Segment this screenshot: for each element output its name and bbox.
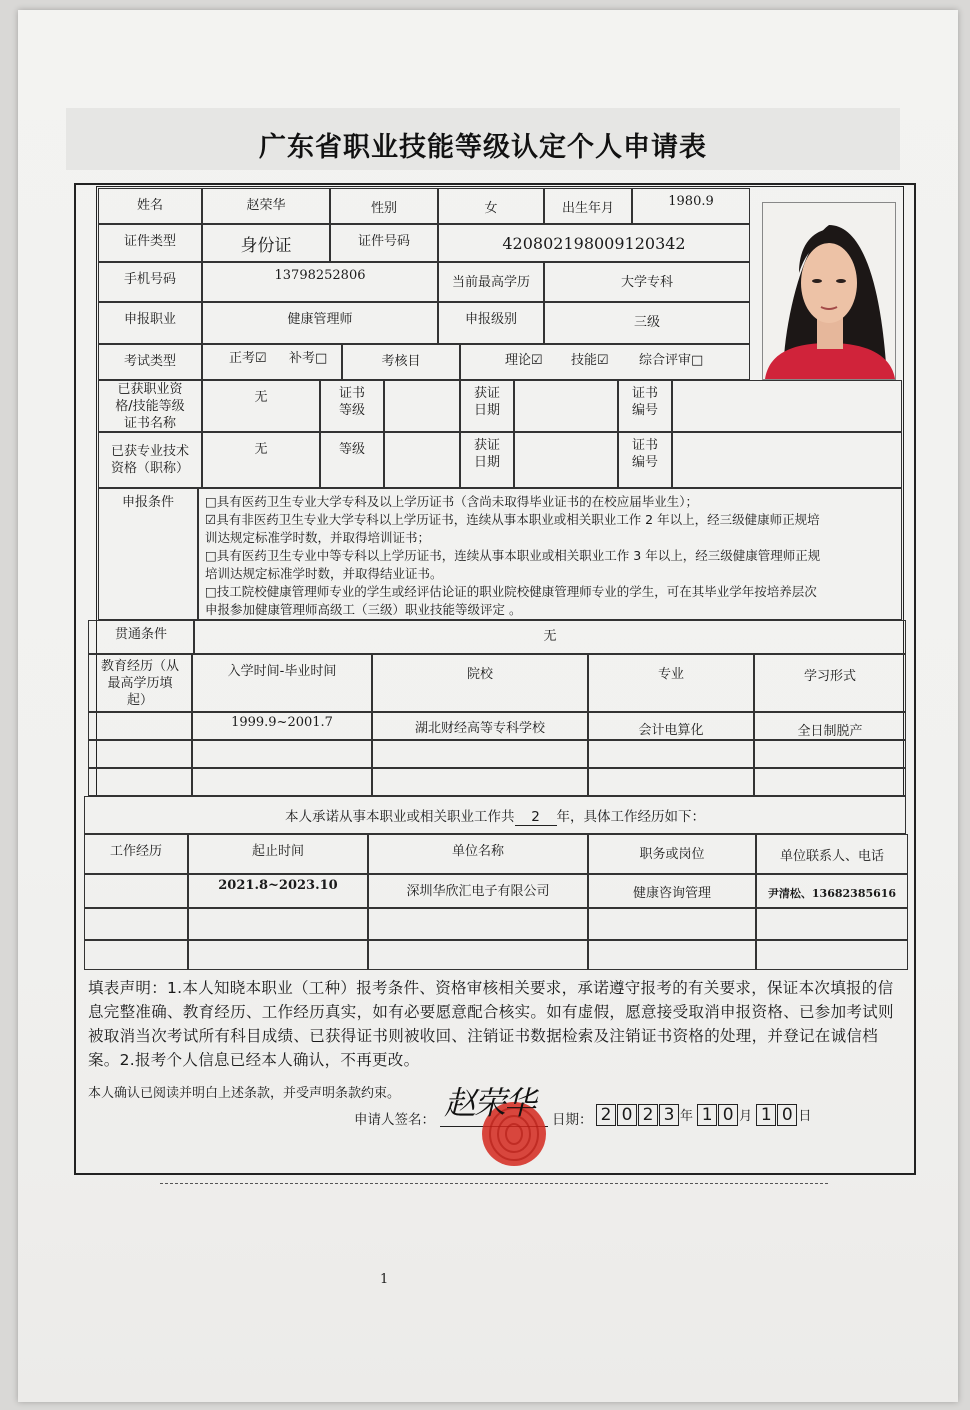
signature-handwriting: 赵荣华: [444, 1084, 535, 1122]
confirm-text: 本人确认已阅读并明白上述条款，并受声明条款约束。: [88, 1086, 401, 1101]
edu-empty-cell: [754, 740, 906, 768]
condition-line: 培训达规定标准学时数，并取得结业证书。: [205, 566, 443, 581]
id-no-label: 证件号码: [330, 224, 438, 262]
tech-title-value: 无: [202, 432, 320, 488]
condition-line: 训达规定标准学时数，并取得培训证书；: [205, 530, 431, 545]
work-empty-cell: [188, 908, 368, 940]
day-digit-box[interactable]: 0: [777, 1104, 797, 1126]
tech-level-label: 等级: [320, 432, 384, 488]
exam-type-cell: [202, 344, 342, 380]
year-digit-box[interactable]: 2: [638, 1104, 658, 1126]
through-label: 贯通条件: [88, 620, 194, 654]
work-empty-cell: [84, 940, 188, 970]
year-digit-box[interactable]: 2: [596, 1104, 616, 1126]
edu-row-blank-label: [88, 712, 192, 740]
pledge-prefix: 本人承诺从事本职业或相关职业工作共: [285, 809, 515, 825]
education-label: 教育经历（从最高学历填起）: [88, 654, 192, 712]
work-cell-position: 健康咨询管理: [588, 874, 756, 908]
work-header-position: 职务或岗位: [588, 834, 756, 874]
work-empty-cell: [588, 940, 756, 970]
cert-no-value: [672, 380, 902, 432]
edu-header-period: 入学时间-毕业时间: [192, 654, 372, 712]
cut-line-divider: [160, 1183, 828, 1184]
work-header-contact: 单位联系人、电话: [756, 834, 908, 874]
id-type-value: 身份证: [202, 224, 330, 262]
edu-header-major: 专业: [588, 654, 754, 712]
work-cell-period: 2021.8~2023.10: [188, 874, 368, 908]
obtain-date-label: 获证日期: [460, 380, 514, 432]
work-empty-cell: [588, 908, 756, 940]
occupation-value: 健康管理师: [202, 302, 438, 344]
work-empty-cell: [368, 908, 588, 940]
edu-cell-period: 1999.9~2001.7: [192, 712, 372, 740]
edu-cell-school: 湖北财经高等专科学校: [372, 712, 588, 740]
work-label: 工作经历: [84, 834, 188, 874]
exam-makeup-checkbox[interactable]: 补考□: [289, 351, 328, 366]
year-digit-box[interactable]: 3: [659, 1104, 679, 1126]
date-fields: [596, 1104, 811, 1126]
through-value: 无: [194, 620, 906, 654]
pledge-line: [84, 796, 906, 834]
tech-obtain-date-label: 获证日期: [460, 432, 514, 488]
day-digit-box[interactable]: 1: [756, 1104, 776, 1126]
work-row-blank-label: [84, 874, 188, 908]
form-title: 广东省职业技能等级认定个人申请表: [66, 108, 900, 170]
sign-label: 申请人签名：: [354, 1112, 435, 1128]
edu-header-school: 院校: [372, 654, 588, 712]
tech-title-label: 已获专业技术资格（职称）: [98, 432, 202, 488]
edu-value: 大学专科: [544, 262, 750, 302]
voc-cert-label: 已获职业资格/技能等级证书名称: [98, 380, 202, 432]
cert-no-label: 证书编号: [618, 380, 672, 432]
work-header-period: 起止时间: [188, 834, 368, 874]
year-unit: 年: [680, 1109, 694, 1124]
review-checkbox[interactable]: 综合评审□: [639, 353, 704, 368]
work-empty-cell: [756, 908, 908, 940]
edu-empty-cell: [588, 740, 754, 768]
portrait-image: [763, 203, 895, 379]
applicant-photo: [762, 202, 896, 380]
edu-empty-cell: [192, 768, 372, 796]
day-unit: 日: [798, 1109, 812, 1124]
work-empty-cell: [84, 908, 188, 940]
month-unit: 月: [739, 1109, 753, 1124]
condition-line: □具有医药卫生专业大学专科及以上学历证书（含尚未取得毕业证书的在校应届毕业生）；: [205, 494, 699, 509]
cert-level-value: [384, 380, 460, 432]
work-header-company: 单位名称: [368, 834, 588, 874]
id-type-label: 证件类型: [98, 224, 202, 262]
edu-empty-cell: [588, 768, 754, 796]
condition-line: 申报参加健康管理师高级工（三级）职业技能等级评定 。: [205, 602, 522, 617]
work-cell-company: 深圳华欣汇电子有限公司: [368, 874, 588, 908]
tech-cert-no-value: [672, 432, 902, 488]
assessment-cell: [460, 344, 750, 380]
exam-normal-checkbox[interactable]: 正考☑: [229, 351, 267, 366]
pledge-suffix: 年，具体工作经历如下：: [556, 809, 705, 825]
edu-empty-cell: [754, 768, 906, 796]
year-digit-box[interactable]: 0: [617, 1104, 637, 1126]
condition-line: ☑具有非医药卫生专业大学专科以上学历证书，连续从事本职业或相关职业工作 2 年以上，经三级健康师正规培: [205, 512, 820, 527]
conditions-label: 申报条件: [98, 488, 198, 620]
declaration-text: 填表声明：1.本人知晓本职业（工种）报考条件、资格审核相关要求，承诺遵守报考的有关要求，保证本次填报的信息完整准确、教育经历、工作经历真实，如有必要愿意配合核实。如有虚假，愿意接受取消申报资格、已参加考试则被取消当次考试所有科目成绩、已获得证书则被收回、注销证书数据检索及注销证书资格的处理，并登记在诚信档案。2.报考个人信息已经本人确认，不再更改。: [88, 979, 894, 1069]
edu-empty-cell: [192, 740, 372, 768]
assessment-label: 考核目: [342, 344, 460, 380]
tech-level-value: [384, 432, 460, 488]
edu-cell-major: 会计电算化: [588, 712, 754, 740]
phone-label: 手机号码: [98, 262, 202, 302]
tech-obtain-date-value: [514, 432, 618, 488]
theory-checkbox[interactable]: 理论☑: [505, 353, 543, 368]
gender-label: 性别: [330, 188, 438, 224]
edu-label: 当前最高学历: [438, 262, 544, 302]
work-empty-cell: [368, 940, 588, 970]
occupation-label: 申报职业: [98, 302, 202, 344]
tech-cert-no-label: 证书编号: [618, 432, 672, 488]
date-label: 日期：: [552, 1112, 593, 1128]
conditions-box: [198, 488, 902, 620]
skill-checkbox[interactable]: 技能☑: [571, 353, 609, 368]
birth-label: 出生年月: [544, 188, 632, 224]
pledge-years: 2: [515, 809, 557, 826]
month-digit-box[interactable]: 1: [697, 1104, 717, 1126]
page-number: 1: [380, 1272, 389, 1287]
id-no-value: 420802198009120342: [438, 224, 750, 262]
level-label: 申报级别: [438, 302, 544, 344]
gender-value: 女: [438, 188, 544, 224]
phone-value: 13798252806: [202, 262, 438, 302]
birth-value: 1980.9: [632, 188, 750, 224]
condition-line: □技工院校健康管理师专业的学生或经评估论证的职业院校健康管理师专业的学生，可在其毕业学年按培养层次: [205, 584, 817, 599]
exam-type-label: 考试类型: [98, 344, 202, 380]
edu-empty-cell: [88, 740, 192, 768]
edu-empty-cell: [88, 768, 192, 796]
condition-line: □具有医药卫生专业中等专科以上学历证书，连续从事本职业或相关职业工作 3 年以上，经三级健康管理师正规: [205, 548, 821, 563]
name-label: 姓名: [98, 188, 202, 224]
month-digit-box[interactable]: 0: [718, 1104, 738, 1126]
obtain-date-value: [514, 380, 618, 432]
cert-level-label: 证书等级: [320, 380, 384, 432]
edu-empty-cell: [372, 768, 588, 796]
level-value: 三级: [544, 302, 750, 344]
edu-cell-mode: 全日制脱产: [754, 712, 906, 740]
work-empty-cell: [188, 940, 368, 970]
edu-empty-cell: [372, 740, 588, 768]
edu-header-mode: 学习形式: [754, 654, 906, 712]
voc-cert-value: 无: [202, 380, 320, 432]
name-value: 赵荣华: [202, 188, 330, 224]
work-empty-cell: [756, 940, 908, 970]
work-cell-contact: 尹清松、13682385616: [756, 874, 908, 908]
